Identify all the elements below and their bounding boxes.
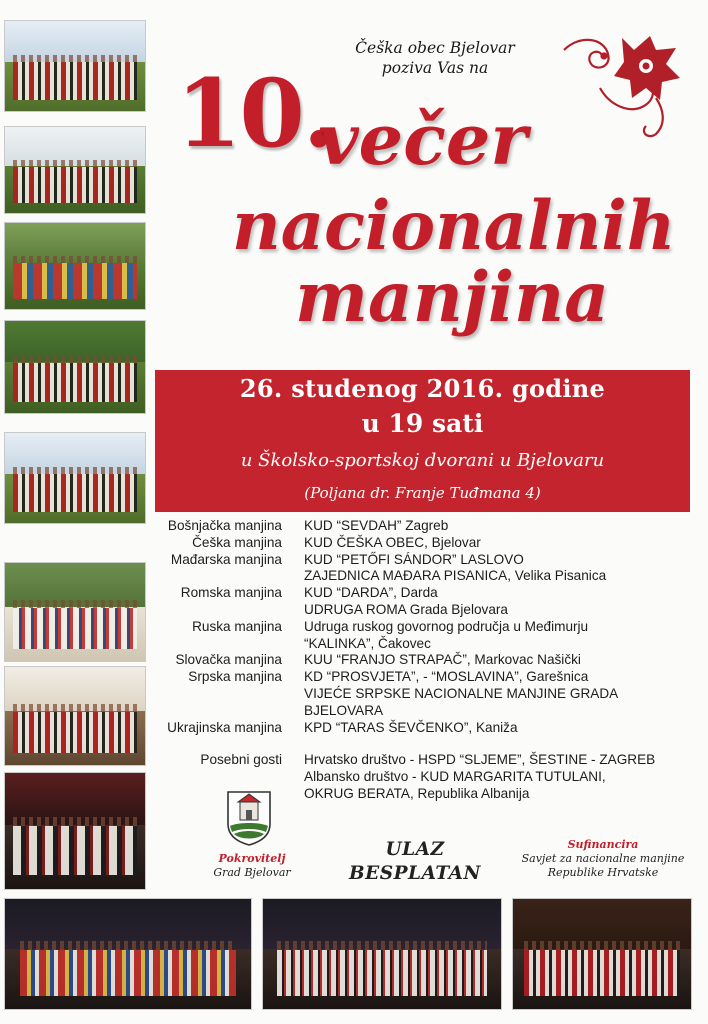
minority-label: Romska manjina <box>180 585 282 601</box>
photo-dancers-garden <box>4 222 146 310</box>
photo-singers-hall <box>4 666 146 766</box>
minority-label: Bošnjačka manjina <box>167 518 282 533</box>
list-item <box>160 652 680 669</box>
city-crest-icon <box>226 790 272 846</box>
minority-label: Ukrajinska manjina <box>167 719 282 735</box>
guests-label: Posebni gosti <box>200 752 282 768</box>
cofinance-line-2: Republike Hrvatske <box>547 866 659 879</box>
guest-name: OKRUG BERATA, Republika Albanija <box>304 785 530 801</box>
group-name: “KALINKA”, Čakovec <box>304 635 431 651</box>
minority-label: Slovačka manjina <box>175 652 282 668</box>
cofinance-info <box>508 838 698 880</box>
patron-label: Pokrovitelj <box>218 852 286 865</box>
event-info-band <box>155 370 690 512</box>
cofinance-label: Sufinancira <box>567 838 639 851</box>
list-item <box>160 585 680 619</box>
floral-ornament-icon <box>560 28 690 143</box>
patron-info <box>196 852 308 880</box>
invite-text <box>335 38 535 78</box>
title-line-1: večer <box>318 98 528 181</box>
event-venue: u Školsko-sportskoj dvorani u Bjelovaru <box>240 450 605 471</box>
group-name: VIJEĆE SRPSKE NACIONALNE MANJINE GRADA <box>304 685 619 701</box>
entry-line-2: BESPLATAN <box>349 863 481 884</box>
group-name: KUD “SEVDAH” Zagreb <box>304 518 449 533</box>
event-date: 26. studenog 2016. godine <box>239 374 606 403</box>
list-item <box>160 552 680 586</box>
photo-stage-performance-left <box>4 898 252 1010</box>
group-name: KUU “FRANJO STRAPAČ”, Markovac Našički <box>304 652 581 668</box>
group-name: KD “PROSVJETA”, - “MOSLAVINA”, Garešnica <box>304 669 589 685</box>
event-time: u 19 sati <box>361 409 484 438</box>
list-item <box>160 720 680 737</box>
title-line-3: manjina <box>295 257 609 338</box>
photo-folk-group-field <box>4 126 146 214</box>
minority-label: Srpska manjina <box>188 669 282 685</box>
list-item <box>160 518 680 535</box>
cofinance-line-1: Savjet za nacionalne manjine <box>521 852 685 865</box>
group-name: Udruga ruskog govornog područja u Međimurju <box>304 618 589 634</box>
photo-stage-performance-center <box>262 898 502 1010</box>
minority-label: Češka manjina <box>192 534 282 550</box>
title-line-2: nacionalnih <box>232 186 676 265</box>
minority-label: Ruska manjina <box>192 618 282 634</box>
participants-list <box>160 518 680 803</box>
group-name: ZAJEDNICA MAĐARA PISANICA, Velika Pisanica <box>304 568 607 584</box>
group-name: BJELOVARA <box>304 702 384 718</box>
minority-label: Mađarska manjina <box>170 551 282 567</box>
photo-stage-performance-right <box>512 898 692 1010</box>
patron-name: Grad Bjelovar <box>213 866 291 879</box>
photo-folk-group-stairs <box>4 20 146 112</box>
free-entry <box>330 838 500 886</box>
photo-dancers-outdoor-stage <box>4 432 146 524</box>
entry-line-1: ULAZ <box>385 839 445 860</box>
guest-name: Hrvatsko društvo - HSPD “SLJEME”, ŠESTINE - ZAGREB <box>304 752 656 768</box>
photo-dancers-park <box>4 320 146 414</box>
edition-number: 10. <box>176 59 334 169</box>
event-address: (Poljana dr. Franje Tuđmana 4) <box>304 484 541 502</box>
photo-singers-banner <box>4 562 146 662</box>
list-item <box>160 619 680 653</box>
list-item <box>160 669 680 719</box>
group-name: KUD “DARDA”, Darda <box>304 585 438 601</box>
invite-line: poziva Vas na <box>381 59 489 77</box>
organizer-name: Češka obec Bjelovar <box>355 39 515 57</box>
photo-musicians <box>4 772 146 890</box>
list-item <box>160 535 680 552</box>
group-name: KUD “PETŐFI SÁNDOR” LASLOVO <box>304 551 524 567</box>
guest-name: Albansko društvo - KUD MARGARITA TUTULANI, <box>304 769 606 785</box>
group-name: KPD “TARAS ŠEVČENKO”, Kaniža <box>304 719 518 735</box>
group-name: UDRUGA ROMA Grada Bjelovara <box>304 601 508 617</box>
group-name: KUD ČEŠKA OBEC, Bjelovar <box>304 534 481 550</box>
